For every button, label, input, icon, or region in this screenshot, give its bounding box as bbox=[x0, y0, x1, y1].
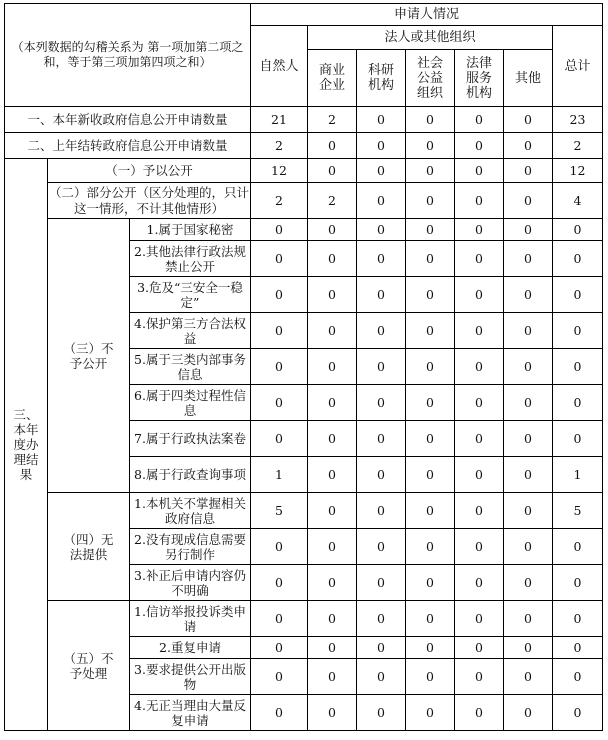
cell-value: 0 bbox=[357, 565, 406, 601]
cell-value: 0 bbox=[455, 133, 504, 159]
row-label: 2.没有现成信息需要另行制作 bbox=[130, 529, 251, 565]
cell-value: 0 bbox=[504, 421, 553, 457]
cell-value: 0 bbox=[357, 313, 406, 349]
cell-value: 0 bbox=[357, 529, 406, 565]
cell-value: 0 bbox=[406, 107, 455, 133]
cell-value: 0 bbox=[553, 349, 603, 385]
cell-value: 0 bbox=[504, 659, 553, 695]
cell-value: 0 bbox=[357, 133, 406, 159]
row-label: （一）予以公开 bbox=[48, 159, 251, 183]
cell-value: 0 bbox=[406, 421, 455, 457]
column-header: 法律服务机构 bbox=[455, 50, 504, 107]
column-header: 社会公益组织 bbox=[406, 50, 455, 107]
cell-value: 0 bbox=[504, 277, 553, 313]
cell-value: 0 bbox=[455, 159, 504, 183]
cell-value: 0 bbox=[251, 695, 308, 731]
cell-value: 0 bbox=[357, 493, 406, 529]
cell-value: 0 bbox=[308, 601, 357, 637]
cell-value: 2 bbox=[308, 107, 357, 133]
cell-value: 0 bbox=[251, 421, 308, 457]
cell-value: 0 bbox=[553, 421, 603, 457]
table-row bbox=[5, 601, 603, 637]
cell-value: 0 bbox=[406, 565, 455, 601]
cell-value: 0 bbox=[553, 529, 603, 565]
cell-value: 0 bbox=[357, 457, 406, 493]
cell-value: 0 bbox=[406, 601, 455, 637]
total-header: 总计 bbox=[553, 26, 603, 107]
row-label: 6.属于四类过程性信息 bbox=[130, 385, 251, 421]
cell-value: 0 bbox=[308, 313, 357, 349]
table-row bbox=[5, 493, 603, 529]
cell-value: 0 bbox=[308, 457, 357, 493]
cell-value: 0 bbox=[308, 385, 357, 421]
cell-value: 0 bbox=[406, 349, 455, 385]
cell-value: 0 bbox=[504, 601, 553, 637]
cell-value: 0 bbox=[455, 349, 504, 385]
cell-value: 0 bbox=[251, 601, 308, 637]
cell-value: 0 bbox=[406, 183, 455, 219]
row-label: 3.要求提供公开出版物 bbox=[130, 659, 251, 695]
cell-value: 0 bbox=[504, 133, 553, 159]
cell-value: 0 bbox=[455, 565, 504, 601]
table-row bbox=[5, 107, 603, 133]
cell-value: 0 bbox=[406, 529, 455, 565]
cell-value: 0 bbox=[553, 241, 603, 277]
column-header: 科研机构 bbox=[357, 50, 406, 107]
cell-value: 2 bbox=[553, 133, 603, 159]
cell-value: 0 bbox=[308, 277, 357, 313]
cell-value: 0 bbox=[406, 659, 455, 695]
row-label: 1.属于国家秘密 bbox=[130, 219, 251, 241]
cell-value: 0 bbox=[251, 385, 308, 421]
cell-value: 0 bbox=[406, 637, 455, 659]
cell-value: 0 bbox=[357, 349, 406, 385]
cell-value: 5 bbox=[553, 493, 603, 529]
row-label: 3.补正后申请内容仍不明确 bbox=[130, 565, 251, 601]
row-label: （二）部分公开（区分处理的，只计这一情形，不计其他情形） bbox=[48, 183, 251, 219]
cell-value: 23 bbox=[553, 107, 603, 133]
cell-value: 0 bbox=[553, 277, 603, 313]
cell-value: 0 bbox=[455, 219, 504, 241]
row-label: 8.属于行政查询事项 bbox=[130, 457, 251, 493]
cell-value: 0 bbox=[406, 385, 455, 421]
cell-value: 0 bbox=[251, 277, 308, 313]
cell-value: 0 bbox=[308, 659, 357, 695]
cell-value: 0 bbox=[357, 183, 406, 219]
row-label: 1.本机关不掌握相关政府信息 bbox=[130, 493, 251, 529]
cell-value: 1 bbox=[251, 457, 308, 493]
cell-value: 0 bbox=[357, 219, 406, 241]
cell-value: 0 bbox=[504, 637, 553, 659]
table-row bbox=[5, 183, 603, 219]
cell-value: 0 bbox=[504, 349, 553, 385]
category-label-not-processed: （五）不予处理 bbox=[48, 601, 130, 731]
cell-value: 0 bbox=[504, 457, 553, 493]
cell-value: 0 bbox=[406, 493, 455, 529]
cell-value: 0 bbox=[308, 349, 357, 385]
cell-value: 0 bbox=[251, 565, 308, 601]
cell-value: 0 bbox=[308, 493, 357, 529]
row-label: 二、上年结转政府信息公开申请数量 bbox=[5, 133, 251, 159]
cell-value: 0 bbox=[406, 457, 455, 493]
cell-value: 0 bbox=[553, 565, 603, 601]
cell-value: 0 bbox=[308, 133, 357, 159]
legal-person-group-header: 法人或其他组织 bbox=[308, 26, 553, 50]
cell-value: 0 bbox=[455, 241, 504, 277]
cell-value: 0 bbox=[357, 277, 406, 313]
cell-value: 0 bbox=[357, 159, 406, 183]
cell-value: 0 bbox=[455, 421, 504, 457]
cell-value: 0 bbox=[251, 637, 308, 659]
cell-value: 0 bbox=[553, 385, 603, 421]
cell-value: 0 bbox=[455, 457, 504, 493]
table-row bbox=[5, 219, 603, 241]
cell-value: 0 bbox=[308, 159, 357, 183]
cell-value: 0 bbox=[308, 529, 357, 565]
row-label: 5.属于三类内部事务信息 bbox=[130, 349, 251, 385]
cell-value: 0 bbox=[504, 183, 553, 219]
applicant-situation-header: 申请人情况 bbox=[251, 4, 603, 26]
cell-value: 0 bbox=[504, 565, 553, 601]
table-description: （本列数据的勾稽关系为 第一项加第二项之和，等于第三项加第四项之和） bbox=[5, 4, 251, 107]
cell-value: 1 bbox=[553, 457, 603, 493]
cell-value: 0 bbox=[455, 529, 504, 565]
cell-value: 0 bbox=[455, 183, 504, 219]
cell-value: 0 bbox=[251, 241, 308, 277]
row-label: 4.保护第三方合法权益 bbox=[130, 313, 251, 349]
row-label: 7.属于行政执法案卷 bbox=[130, 421, 251, 457]
cell-value: 0 bbox=[406, 277, 455, 313]
table-row bbox=[5, 133, 603, 159]
row-label: 一、本年新收政府信息公开申请数量 bbox=[5, 107, 251, 133]
cell-value: 0 bbox=[553, 219, 603, 241]
cell-value: 0 bbox=[553, 637, 603, 659]
category-label-unable: （四）无法提供 bbox=[48, 493, 130, 601]
cell-value: 0 bbox=[504, 219, 553, 241]
category-label-not-disclosed: （三）不予公开 bbox=[48, 219, 130, 493]
cell-value: 0 bbox=[357, 241, 406, 277]
cell-value: 0 bbox=[251, 529, 308, 565]
cell-value: 0 bbox=[504, 385, 553, 421]
cell-value: 0 bbox=[308, 695, 357, 731]
cell-value: 0 bbox=[406, 159, 455, 183]
cell-value: 0 bbox=[357, 421, 406, 457]
cell-value: 0 bbox=[251, 349, 308, 385]
cell-value: 0 bbox=[357, 659, 406, 695]
cell-value: 0 bbox=[406, 695, 455, 731]
cell-value: 0 bbox=[455, 313, 504, 349]
cell-value: 0 bbox=[251, 219, 308, 241]
cell-value: 5 bbox=[251, 493, 308, 529]
gov-info-disclosure-table bbox=[4, 3, 603, 731]
cell-value: 0 bbox=[308, 421, 357, 457]
row-label: 1.信访举报投诉类申请 bbox=[130, 601, 251, 637]
cell-value: 0 bbox=[406, 313, 455, 349]
cell-value: 0 bbox=[357, 695, 406, 731]
cell-value: 0 bbox=[455, 637, 504, 659]
cell-value: 0 bbox=[357, 637, 406, 659]
row-label: 4.无正当理由大量反复申请 bbox=[130, 695, 251, 731]
cell-value: 0 bbox=[308, 219, 357, 241]
cell-value: 0 bbox=[308, 565, 357, 601]
cell-value: 0 bbox=[455, 659, 504, 695]
cell-value: 0 bbox=[455, 493, 504, 529]
row-label: 3.危及“三安全一稳定” bbox=[130, 277, 251, 313]
cell-value: 12 bbox=[553, 159, 603, 183]
cell-value: 0 bbox=[357, 385, 406, 421]
row-label: 2.其他法律行政法规禁止公开 bbox=[130, 241, 251, 277]
cell-value: 0 bbox=[308, 637, 357, 659]
cell-value: 21 bbox=[251, 107, 308, 133]
cell-value: 0 bbox=[357, 107, 406, 133]
cell-value: 0 bbox=[553, 659, 603, 695]
cell-value: 0 bbox=[553, 313, 603, 349]
cell-value: 0 bbox=[455, 601, 504, 637]
cell-value: 0 bbox=[504, 107, 553, 133]
cell-value: 0 bbox=[406, 219, 455, 241]
cell-value: 12 bbox=[251, 159, 308, 183]
result-group-label: 三、本年度办理结果 bbox=[5, 159, 48, 731]
cell-value: 0 bbox=[504, 529, 553, 565]
cell-value: 0 bbox=[504, 695, 553, 731]
cell-value: 0 bbox=[406, 241, 455, 277]
cell-value: 0 bbox=[553, 601, 603, 637]
cell-value: 2 bbox=[251, 133, 308, 159]
table-row bbox=[5, 159, 603, 183]
cell-value: 0 bbox=[455, 385, 504, 421]
cell-value: 0 bbox=[455, 695, 504, 731]
cell-value: 4 bbox=[553, 183, 603, 219]
cell-value: 0 bbox=[455, 107, 504, 133]
column-header: 商业企业 bbox=[308, 50, 357, 107]
cell-value: 0 bbox=[251, 313, 308, 349]
cell-value: 0 bbox=[504, 159, 553, 183]
column-header: 其他 bbox=[504, 50, 553, 107]
cell-value: 0 bbox=[504, 241, 553, 277]
cell-value: 0 bbox=[251, 659, 308, 695]
cell-value: 0 bbox=[504, 493, 553, 529]
cell-value: 0 bbox=[553, 695, 603, 731]
cell-value: 0 bbox=[504, 313, 553, 349]
cell-value: 0 bbox=[406, 133, 455, 159]
cell-value: 0 bbox=[357, 601, 406, 637]
row-label: 2.重复申请 bbox=[130, 637, 251, 659]
cell-value: 0 bbox=[455, 277, 504, 313]
cell-value: 0 bbox=[308, 241, 357, 277]
cell-value: 2 bbox=[308, 183, 357, 219]
cell-value: 2 bbox=[251, 183, 308, 219]
natural-person-header: 自然人 bbox=[251, 26, 308, 107]
